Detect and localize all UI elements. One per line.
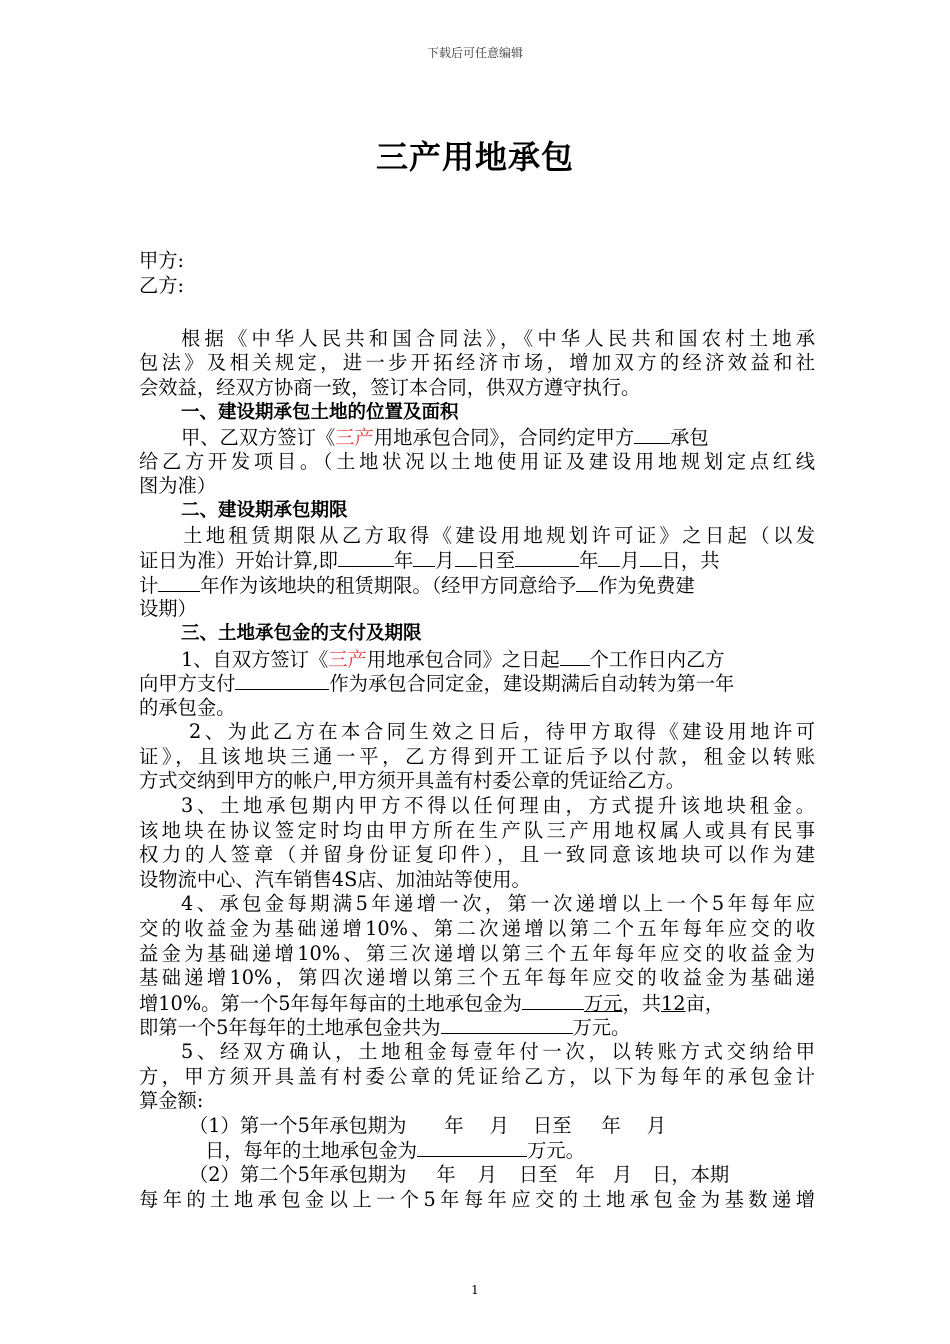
section-3-line: 交的收益金为基础递增10%、第二次递增以第二个五年每年应交的收 — [139, 917, 815, 941]
party-b-line: 乙方: — [139, 273, 185, 297]
section-3-line: 3、土地承包期内甲方不得以任何理由，方式提升该地块租金。 — [181, 794, 815, 818]
section-1-line: 甲、乙双方签订《三产用地承包合同》，合同约定甲方 承包 — [181, 426, 709, 450]
section-1-line: 图为准） — [139, 474, 217, 498]
section-2-heading: 二、建设期承包期限 — [181, 499, 348, 521]
section-3-line: 设物流中心、汽车销售4S店、加油站等使用。 — [139, 867, 531, 891]
section-2-line: 证日为准）开始计算,即 年 月 日至 年 月 日，共 — [139, 549, 720, 573]
payment-item-1: 日，每年的土地承包金为 万元。 — [205, 1139, 585, 1163]
page-number: 1 — [471, 1283, 479, 1297]
section-3-line: 方式交纳到甲方的帐户,甲方须开具盖有村委公章的凭证给乙方。 — [139, 769, 686, 793]
document-title: 三产用地承包 — [375, 138, 574, 176]
section-3-line: 该地块在协议签定时均由甲方所在生产队三产用地权属人或具有民事 — [139, 818, 815, 842]
section-3-line: 权力的人签章（并留身份证复印件），且一致同意该地块可以作为建 — [139, 843, 815, 867]
page-header: 下载后可任意编辑 — [426, 46, 523, 60]
section-3-line: 4、承包金每期满5年递增一次，第一次递增以上一个5年每年应 — [181, 892, 815, 916]
section-3-line: 1、自双方签订《三产用地承包合同》之日起 个工作日内乙方 — [181, 647, 725, 671]
party-a-line: 甲方: — [139, 249, 185, 272]
section-3-line: 基础递增10%，第四次递增以第三个五年每年应交的收益金为基础递 — [139, 966, 815, 990]
section-1-heading: 一、建设期承包土地的位置及面积 — [181, 401, 459, 423]
intro-line: 会效益，经双方协商一致，签订本合同，供双方遵守执行。 — [139, 375, 641, 399]
payment-item-1: （1）第一个5年承包期为 年 月 日至 年 月 — [189, 1113, 667, 1137]
document-body — [139, 249, 815, 1212]
payment-item-2: 每年的土地承包金以上一个5年每年应交的土地承包金为基数递增 — [139, 1187, 815, 1211]
section-3-line: 增10%。第一个5年每年每亩的土地承包金为 万元，共12亩， — [139, 991, 725, 1015]
section-3-line: 方，甲方须开具盖有村委公章的凭证给乙方，以下为每年的承包金计 — [139, 1064, 815, 1088]
section-2-line: 土地租赁期限从乙方取得《建设用地规划许可证》之日起（以发 — [183, 523, 815, 547]
section-3-line: 算金额: — [139, 1089, 204, 1113]
section-1-line: 给乙方开发项目。（土地状况以土地使用证及建设用地规划定点红线 — [139, 449, 815, 473]
intro-line: 包法》及相关规定，进一步开拓经济市场，增加双方的经济效益和社 — [139, 351, 815, 375]
section-3-line: 向甲方支付 作为承包合同定金，建设期满后自动转为第一年 — [139, 672, 735, 696]
section-3-line: 的承包金。 — [139, 695, 236, 719]
payment-item-2: （2）第二个5年承包期为 年 月 日至 年 月 日，本期 — [189, 1162, 730, 1186]
section-2-line: 设期） — [139, 597, 197, 621]
section-3-line: 益金为基础递增10%、第三次递增以第三个五年每年应交的收益金为 — [139, 941, 815, 965]
section-3-line: 即第一个5年每年的土地承包金共为 万元。 — [139, 1016, 631, 1040]
section-3-heading: 三、土地承包金的支付及期限 — [181, 622, 422, 644]
section-2-line: 计 年作为该地块的租赁期限。（经甲方同意给予 作为免费建 — [139, 573, 695, 597]
section-3-line: 5、经双方确认，土地租金每壹年付一次，以转账方式交纳给甲 — [181, 1040, 815, 1063]
section-3-line: 证》，且该地块三通一平，乙方得到开工证后予以付款，租金以转账 — [139, 744, 815, 768]
section-3-line: 2、为此乙方在本合同生效之日后，待甲方取得《建设用地许可 — [189, 720, 815, 744]
intro-line: 根据《中华人民共和国合同法》，《中华人民共和国农村土地承 — [181, 326, 815, 350]
